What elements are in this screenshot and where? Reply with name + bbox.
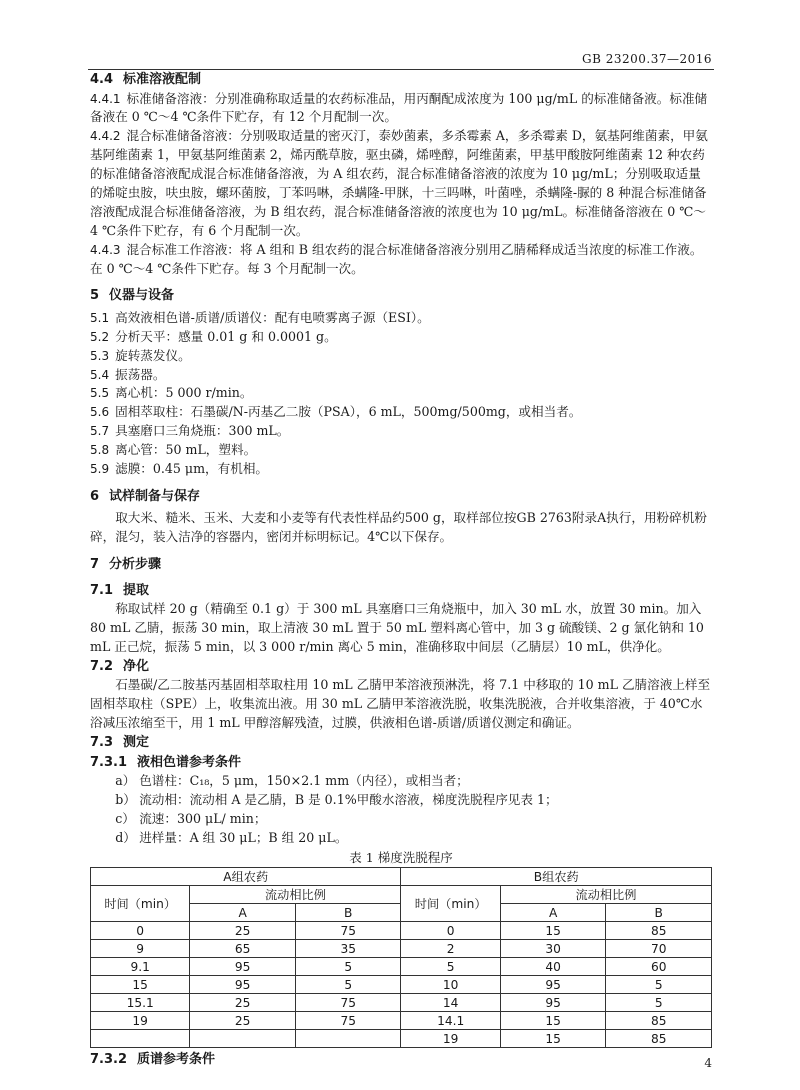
section-number: 6 [90,488,100,504]
table-cell: 35 [295,940,401,958]
table-cell: 85 [606,1030,712,1048]
section-title: 提取 [123,582,150,598]
list-item [90,366,712,385]
item-number: 5.5 [90,386,110,401]
section-heading-7-3-2 [90,1050,712,1070]
table-header-row [91,886,712,904]
clause-number: 4.4.2 [90,129,121,144]
table-cell: 9.1 [91,958,190,976]
table-header-row [91,868,712,886]
table-cell: 15.1 [91,994,190,1012]
paragraph-6: 取大米、糙米、玉米、大麦和小麦等有代表性样品约500 g，取样部位按GB 2763附录A执行，用粉碎机粉碎，混匀，装入洁净的容器内，密闭并标明标记。4℃以下保存。 [90,510,707,545]
table-row [91,1030,712,1048]
table-body [91,922,712,1048]
item-text: 离心管：50 mL，塑料。 [115,442,257,458]
table-cell: 19 [401,1030,500,1048]
table-cell: 5 [295,976,401,994]
table-caption: 表 1 梯度洗脱程序 [349,849,453,865]
col-b-header: B [295,904,401,922]
list-item [90,309,712,328]
table-row [91,976,712,994]
table-cell: 15 [500,1030,606,1048]
table-row [91,940,712,958]
section-heading-6 [90,487,712,507]
clause-number: 4.4.1 [90,91,121,106]
section-title: 分析步骤 [109,557,162,573]
list-item [90,403,712,422]
item-text: 具塞磨口三角烧瓶：300 mL。 [115,423,290,439]
item-number: 5.7 [90,424,110,439]
table-cell: 5 [606,976,712,994]
paragraph-7-1: 称取试样 20 g（精确至 0.1 g）于 300 mL 具塞磨口三角烧瓶中，加入 30 mL 水，放置 30 min。加入 80 mL 乙腈，振荡 30 min，取上清液 30 mL 置于 50 mL 塑料离心管中，加 3 g 硫酸镁、2 g 氯化钠和 10 mL 正己烷，振荡 5 min，以 3 000 r/min 离心 5 min，准确移取中间层（乙腈层）10 mL，供净化。 [90,601,704,654]
section-number: 7.1 [90,582,114,598]
section-title: 液相色谱参考条件 [137,754,242,770]
table-row [91,958,712,976]
col-b-header: B [606,904,712,922]
time-header-a: 时间（min） [91,886,190,922]
table-cell: 95 [500,976,606,994]
list-item [90,422,712,441]
table-cell: 25 [190,922,296,940]
item-text: 进样量：A 组 30 μL；B 组 20 μL。 [139,829,348,845]
list-item [115,772,712,791]
list-item [115,791,712,810]
item-number: 5.9 [90,462,110,477]
table-row [91,922,712,940]
item-text: 流动相：流动相 A 是乙腈，B 是 0.1%甲酸水溶液，梯度洗脱程序见表 1； [139,791,558,807]
section-title: 净化 [123,658,150,674]
table-cell: 15 [500,1012,606,1030]
table-cell: 95 [190,976,296,994]
paragraph-4-4-3 [90,241,712,279]
section-number: 7 [90,557,100,573]
clause-text: 混合标准储备溶液：分别吸取适量的密灭汀，泰妙菌素，多杀霉素 A，多杀霉素 D，氨基阿维菌素，甲氨基阿维菌素 1，甲氨基阿维菌素 2，烯丙酰草胺，驱虫磷，烯唑醇，阿维菌素，甲基甲酸胺阿维菌素 12 种农药的标准储备溶液配成混合标准储备溶液，为 A 组农药，混合标准储备溶液的浓度为 10 μg/mL；分别吸取适量的烯啶虫胺，呋虫胺，螺环菌胺，丁苯吗啉，杀螨隆-甲脒，十三吗啉，叶菌唑，杀螨隆-脲的 8 种混合标准储备溶液配成混合标准储备溶液，为 B 组农药，混合标准储备溶液的浓度也为 10 μg/mL。标准储备溶液在 0 ℃～4 ℃条件下贮存，有 6 个月配制一次。 [90,128,708,238]
section-heading-5 [90,286,712,306]
list-item [90,384,712,403]
table-cell: 70 [606,940,712,958]
item-number: 5.2 [90,329,110,344]
table-cell: 65 [190,940,296,958]
item-number: 5.8 [90,443,110,458]
table-cell: 60 [606,958,712,976]
table-cell: 75 [295,994,401,1012]
section-heading-7-2 [90,657,712,677]
section-number: 7.3.2 [90,1052,128,1068]
section-title: 标准溶液配制 [123,72,202,87]
item-label: c） [115,810,135,826]
section-number: 5 [90,288,100,304]
table-cell: 95 [500,994,606,1012]
page-content [90,70,712,1070]
section-heading-7-3-1 [90,753,712,773]
table-cell: 9 [91,940,190,958]
section-title: 仪器与设备 [109,288,175,304]
col-a-header: A [500,904,606,922]
item-text: 固相萃取柱：石墨碳/N-丙基乙二胺（PSA），6 mL，500mg/500mg，或相当者。 [115,404,582,420]
section-number: 7.3.1 [90,754,128,770]
section-title: 质谱参考条件 [137,1052,216,1068]
item-text: 振荡器。 [115,366,166,382]
table-cell: 85 [606,1012,712,1030]
item-number: 5.6 [90,405,110,420]
list-item [115,829,712,848]
item-number: 5.1 [90,310,110,325]
item-label: b） [115,791,136,807]
lc-conditions-list [90,772,712,848]
section-heading-4-4 [90,70,712,90]
table-cell: 25 [190,1012,296,1030]
item-text: 高效液相色谱-质谱/质谱仪：配有电喷雾离子源（ESI）。 [115,309,430,325]
section-title: 试样制备与保存 [109,488,201,504]
item-text: 流速：300 μL/ min； [139,810,267,826]
table-cell: 0 [91,922,190,940]
section-heading-7-3 [90,733,712,753]
table-cell: 14 [401,994,500,1012]
list-item [115,810,712,829]
item-text: 色谱柱：C₁₈，5 μm，150×2.1 mm（内径），或相当者； [139,773,469,789]
paragraph-7-2: 石墨碳/乙二胺基丙基固相萃取柱用 10 mL 乙腈甲苯溶液预淋洗，将 7.1 中移取的 10 mL 乙腈溶液上样至固相萃取柱（SPE）上，收集流出液。用 30 mL 乙腈甲苯溶液洗脱，收集洗脱液，合并收集溶液，于 40℃水浴减压浓缩至干，用 1 mL 甲醇溶解残渣，过膜，供液相色谱-质谱/质谱仪测定和确证。 [90,677,711,731]
list-item [90,347,712,366]
group-b-header: B组农药 [401,868,712,886]
table-cell: 14.1 [401,1012,500,1030]
list-item [90,460,712,479]
table-cell: 75 [295,1012,401,1030]
table-cell: 25 [190,994,296,1012]
table-cell: 15 [91,976,190,994]
page-number: 4 [704,1056,712,1070]
table-cell: 0 [401,922,500,940]
paragraph-4-4-1 [90,90,712,128]
table-cell: 19 [91,1012,190,1030]
item-number: 5.4 [90,367,110,382]
section-number: 7.2 [90,658,114,674]
item-text: 离心机：5 000 r/min。 [115,385,253,401]
table-cell: 15 [500,922,606,940]
item-text: 旋转蒸发仪。 [115,347,191,363]
table-cell: 95 [190,958,296,976]
group-a-header: A组农药 [91,868,401,886]
time-header-b: 时间（min） [401,886,500,922]
clause-number: 4.4.3 [90,242,121,257]
table-cell [190,1030,296,1048]
table-cell: 40 [500,958,606,976]
gradient-table [90,867,712,1048]
section-number: 4.4 [90,72,114,87]
section-heading-7 [90,555,712,575]
item-label: d） [115,829,136,845]
table-row [91,994,712,1012]
table-row [91,1012,712,1030]
section-number: 7.3 [90,735,114,751]
list-item [90,441,712,460]
table-cell: 5 [401,958,500,976]
table-cell: 10 [401,976,500,994]
table-cell: 2 [401,940,500,958]
section-title: 测定 [123,735,150,751]
table-cell: 75 [295,922,401,940]
paragraph-4-4-2 [90,127,712,240]
table-cell: 30 [500,940,606,958]
table-cell: 5 [295,958,401,976]
equipment-list [90,309,712,479]
ratio-header-a: 流动相比例 [190,886,401,904]
ratio-header-b: 流动相比例 [500,886,711,904]
section-heading-7-1 [90,581,712,601]
item-label: a） [115,773,136,789]
table-cell: 85 [606,922,712,940]
table-cell: 5 [606,994,712,1012]
item-text: 滤膜：0.45 μm，有机相。 [115,461,269,477]
clause-text: 标准储备溶液：分别准确称取适量的农药标准品，用丙酮配成浓度为 100 μg/mL 的标准储备液。标准储备液在 0 ℃～4 ℃条件下贮存，有 12 个月配制一次。 [90,90,708,125]
list-item [90,328,712,347]
clause-text: 混合标准工作溶液：将 A 组和 B 组农药的混合标准储备溶液分别用乙腈稀释成适当浓度的标准工作液。在 0 ℃～4 ℃条件下贮存。每 3 个月配制一次。 [90,241,703,276]
item-text: 分析天平：感量 0.01 g 和 0.0001 g。 [115,328,337,344]
standard-code: GB 23200.37—2016 [581,52,712,66]
item-number: 5.3 [90,348,110,363]
table-cell [91,1030,190,1048]
table-cell [295,1030,401,1048]
col-a-header: A [190,904,296,922]
